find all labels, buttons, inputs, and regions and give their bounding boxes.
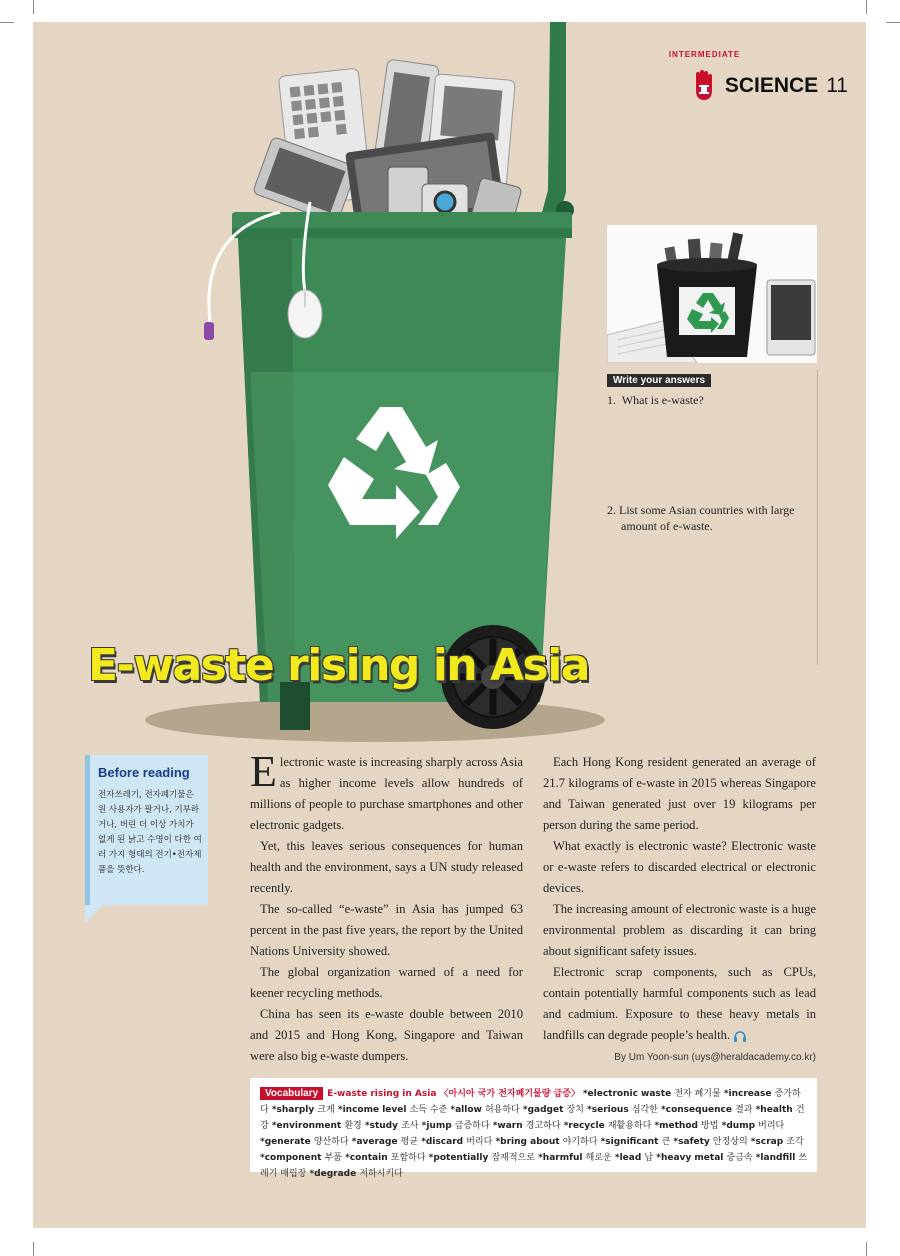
vocabulary-meaning: 버리다 [758, 1121, 785, 1131]
vocabulary-item [597, 1137, 670, 1147]
vocabulary-meaning: 해로운 [585, 1153, 612, 1163]
vocabulary-term: *warn [489, 1121, 526, 1131]
vocabulary-term: *dump [718, 1121, 759, 1131]
vocabulary-term: *heavy metal [653, 1153, 727, 1163]
vocabulary-term: *significant [597, 1137, 662, 1147]
vocabulary-meaning: 전자 폐기물 [674, 1089, 721, 1099]
crop-mark [33, 0, 34, 14]
vocabulary-term: *discard [418, 1137, 467, 1147]
question-text: What is e-waste? [621, 393, 704, 407]
level-label: INTERMEDIATE [668, 50, 741, 59]
hero-illustration [120, 22, 640, 742]
vocabulary-item [349, 1137, 418, 1147]
vocabulary-item [306, 1169, 403, 1179]
vocabulary-meaning: 크게 [317, 1105, 335, 1115]
vocabulary-meaning: 큰 [661, 1137, 671, 1147]
crop-mark [886, 22, 900, 23]
crop-mark [866, 1242, 867, 1256]
article-paragraph: The global organization warned of a need for keener recycling methods. [250, 965, 523, 1000]
before-reading-text: 전자쓰레기, 전자폐기물은 원 사용자가 팔거나, 기부하거나, 버린 더 이상 가치가 없게 된 낡고 수명이 다한 여러 가지 형태의 전기•전자제품을 뜻한다. [98, 790, 202, 875]
vocabulary-item [269, 1121, 362, 1131]
article-paragraph: Each Hong Kong resident generated an average of 21.7 kilograms of e-waste in 2015 whereas Singapore and Taiwan generated just over 19 kilograms per person during the same period. [543, 755, 816, 832]
vocabulary-term: *average [348, 1137, 401, 1147]
vocabulary-item [535, 1153, 612, 1163]
vocabulary-meaning: 급증하다 [454, 1121, 490, 1131]
vocabulary-item [260, 1137, 349, 1147]
page-number: 11 [826, 74, 848, 97]
vocabulary-meaning: 안정상의 [712, 1137, 748, 1147]
vocabulary-meaning: 포함하다 [390, 1153, 426, 1163]
vocabulary-term: *scrap [747, 1137, 787, 1147]
vocabulary-meaning: 재활용하다 [607, 1121, 652, 1131]
vocabulary-term: *environment [268, 1121, 345, 1131]
article-paragraph: Yet, this leaves serious consequences for human health and the environment, says a UN study released recently. [250, 839, 523, 895]
vocabulary-item [583, 1089, 721, 1099]
write-your-answers-box [607, 370, 818, 665]
vocabulary-item [653, 1153, 752, 1163]
section-name: SCIENCE [724, 74, 819, 97]
vocabulary-meaning: 환경 [344, 1121, 362, 1131]
crop-mark [0, 22, 14, 23]
vocabulary-meaning: 조사 [401, 1121, 419, 1131]
byline: By Um Yoon-sun (uys@heraldacademy.co.kr) [614, 1052, 816, 1063]
vocabulary-meaning: 장치 [566, 1105, 584, 1115]
vocabulary-meaning: 조각 [786, 1137, 804, 1147]
vocabulary-term: *harmful [534, 1153, 586, 1163]
vocabulary-item [670, 1137, 747, 1147]
vocabulary-item [447, 1105, 520, 1115]
vocabulary-meaning: 경고하다 [525, 1121, 561, 1131]
vocabulary-item [418, 1137, 492, 1147]
article-paragraph: China has seen its e-waste double between 2010 and 2015 and Hong Kong, Singapore and Taiwan were also big e-waste dumpers. [250, 1007, 523, 1063]
vocabulary-term: *safety [670, 1137, 713, 1147]
vocabulary-item [719, 1121, 785, 1131]
vocabulary-meaning: 양산하다 [313, 1137, 349, 1147]
article-paragraph: The so-called “e-waste” in Asia has jumped 63 percent in the past five years, the report by the United Nations University showed. [250, 902, 523, 958]
vocabulary-term: *study [361, 1121, 402, 1131]
vocabulary-item [658, 1105, 753, 1115]
vocabulary-headword: E-waste rising in Asia 〈아시아 국가 전자폐기물량 급증〉 [327, 1089, 580, 1099]
question-number: 2. [607, 503, 616, 517]
bin-lid [232, 212, 572, 230]
vocabulary-item [584, 1105, 658, 1115]
vocabulary-term: *gadget [519, 1105, 567, 1115]
vocabulary-item [269, 1105, 335, 1115]
vocabulary-box [250, 1078, 817, 1179]
vocabulary-meaning: 소득 수준 [409, 1105, 448, 1115]
vocabulary-term: *allow [447, 1105, 485, 1115]
vocabulary-meaning: 건강 [260, 1105, 805, 1131]
electronics-pile [252, 59, 522, 232]
vocabulary-term: *component [260, 1153, 325, 1163]
vocabulary-meaning: 결과 [735, 1105, 753, 1115]
vocabulary-item [335, 1105, 447, 1115]
vocabulary-term: *contain [341, 1153, 391, 1163]
vocabulary-item [492, 1137, 597, 1147]
before-reading-title: Before reading [98, 765, 190, 780]
crop-mark [866, 0, 867, 14]
before-reading-tail [85, 905, 103, 923]
vocabulary-term: *jump [418, 1121, 455, 1131]
vocabulary-item [419, 1121, 490, 1131]
answers-heading: Write your answers [607, 374, 711, 387]
vocabulary-item [612, 1153, 653, 1163]
vocabulary-term: *potentially [425, 1153, 492, 1163]
vocabulary-term: *bring about [492, 1137, 563, 1147]
recycle-bin-photo [607, 225, 817, 363]
vocabulary-meaning: 허용하다 [484, 1105, 520, 1115]
vocabulary-meaning: 버리다 [466, 1137, 493, 1147]
question-1 [607, 392, 807, 408]
vocabulary-term: *increase [720, 1089, 775, 1099]
vocabulary-item [426, 1153, 535, 1163]
vocabulary-term: *consequence [657, 1105, 736, 1115]
question-2 [607, 502, 811, 534]
question-number: 1. [607, 393, 616, 407]
vocabulary-item [651, 1121, 718, 1131]
vocabulary-meaning: 평균 [400, 1137, 419, 1147]
vocabulary-term: *sharply [268, 1105, 318, 1115]
vocabulary-term: *income level [334, 1105, 410, 1115]
before-reading-box [85, 755, 208, 905]
article-paragraph: What exactly is electronic waste? Electronic waste or e-waste refers to discarded electrical or electronic devices. [543, 839, 816, 895]
article-column-1 [250, 747, 523, 1067]
vocabulary-term: *generate [260, 1137, 314, 1147]
vocabulary-meaning: 중금속 [726, 1153, 753, 1163]
vocabulary-term: *method [651, 1121, 702, 1131]
vocabulary-meaning: 쓰레기 매립장 [260, 1153, 808, 1179]
vocabulary-meaning: 야기하다 [562, 1137, 598, 1147]
vocabulary-term: *recycle [560, 1121, 608, 1131]
vocabulary-term: *serious [583, 1105, 632, 1115]
vocabulary-meaning: 증가하다 [260, 1089, 801, 1115]
vocabulary-item [490, 1121, 561, 1131]
drop-cap: E [250, 747, 277, 796]
vocabulary-term: *landfill [752, 1153, 799, 1163]
vocabulary-meaning: 심각한 [631, 1105, 658, 1115]
vocabulary-item [362, 1121, 419, 1131]
headphones-icon[interactable] [733, 1030, 747, 1042]
article-title: E-waste rising in Asia [88, 640, 589, 691]
vocabulary-item [342, 1153, 426, 1163]
vocabulary-tag: Vocabulary [260, 1087, 323, 1100]
vocabulary-term: *health [752, 1105, 796, 1115]
vocabulary-meaning: 부품 [324, 1153, 342, 1163]
article-column-2 [543, 752, 816, 1046]
crop-mark [33, 1242, 34, 1256]
section-header [668, 50, 848, 102]
article-paragraph: Electronic scrap components, such as CPUs, contain potentially harmful components such as lead and cadmium. Exposure to these heavy metals in landfills can degrade people’s health. [543, 965, 816, 1042]
question-text: List some Asian countries with large amount of e-waste. [619, 503, 795, 533]
vocabulary-meaning: 납 [644, 1153, 654, 1163]
vocabulary-item [561, 1121, 652, 1131]
vocabulary-item [748, 1137, 804, 1147]
vocabulary-meaning: 잠재적으로 [491, 1153, 535, 1163]
article-paragraph: Electronic waste is increasing sharply across Asia as higher income levels allow hundreds of millions of people to purchase smartphones and other electronic gadgets. [250, 747, 523, 832]
vocabulary-item [260, 1153, 342, 1163]
vocabulary-term: *lead [611, 1153, 645, 1163]
hand-badge-icon [691, 70, 717, 102]
article-paragraph: The increasing amount of electronic waste is a huge environmental problem as discarding it can bring about significant safety issues. [543, 902, 816, 958]
vocabulary-term: *electronic waste [582, 1089, 675, 1099]
vocabulary-meaning: 저하시키다 [359, 1169, 403, 1179]
vocabulary-term: *degrade [306, 1169, 360, 1179]
vocabulary-meaning: 방법 [701, 1121, 719, 1131]
vocabulary-item [520, 1105, 584, 1115]
